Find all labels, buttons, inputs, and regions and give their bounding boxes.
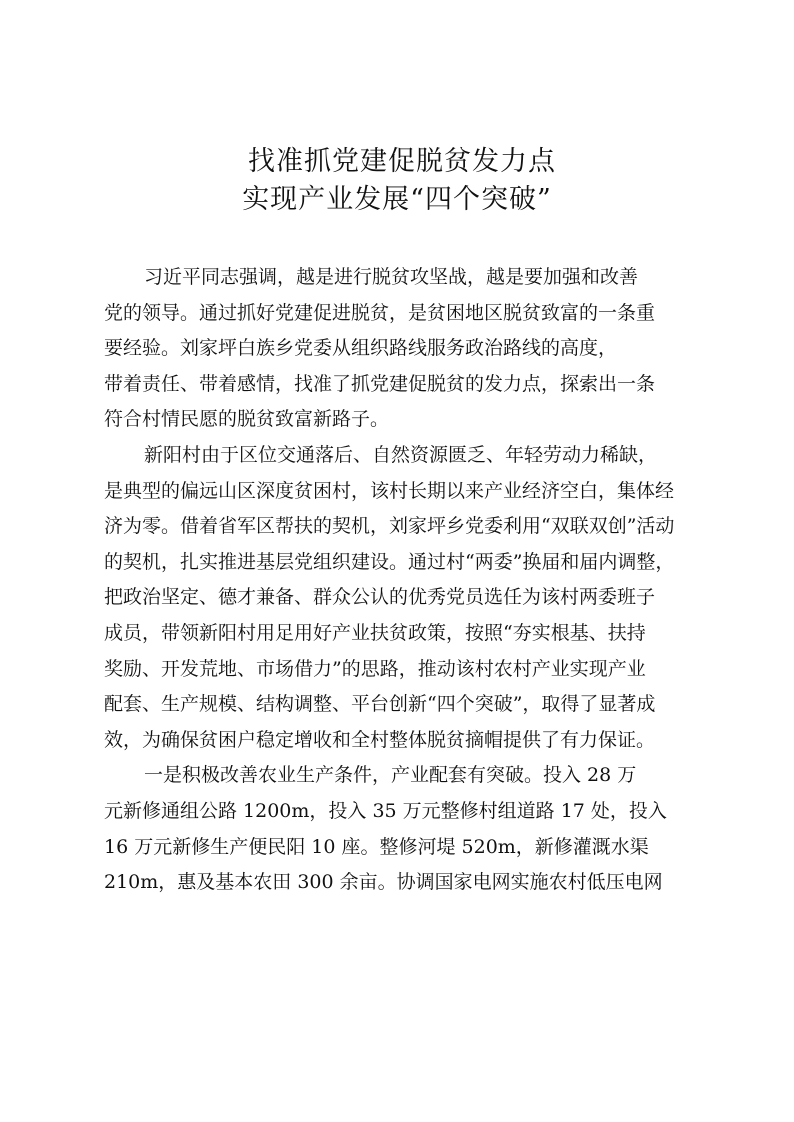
text-line: 习近平同志强调，越是进行脱贫攻坚战，越是要加强和改善	[144, 266, 639, 288]
text-line: 带着责任、带着感情，找准了抓党建促脱贫的发力点，探索出一条	[104, 372, 656, 395]
document-body	[104, 260, 714, 901]
text-line: 一是积极改善农业生产条件，产业配套有突破。投入 28 万	[144, 764, 637, 787]
text-line: 效，为确保贫困户稳定增收和全村整体脱贫摘帽提供了有力保证。	[104, 728, 656, 751]
text-line: 16 万元新修生产便民阳 10 座。整修河堤 520m，新修灌溉水渠	[104, 835, 649, 858]
text-line: 奖励、开发荒地、市场借力”的思路，推动该村农村产业实现产业	[104, 657, 646, 680]
title-line-2: 实现产业发展“四个突破”	[242, 184, 552, 215]
text-line: 配套、生产规模、结构调整、平台创新“四个突破”，取得了显著成	[104, 693, 656, 716]
document-title	[0, 143, 794, 219]
text-line: 新阳村由于区位交通落后、自然资源匮乏、年轻劳动力稀缺，	[144, 443, 658, 466]
text-line: 把政治坚定、德才兼备、群众公认的优秀党员选任为该村两委班子	[104, 586, 656, 609]
text-line: 210m，惠及基本农田 300 余亩。协调国家电网实施农村低压电网	[104, 871, 663, 894]
text-line: 济为零。借着省军区帮扶的契机，刘家坪乡党委利用“双联双创”活动	[104, 515, 675, 538]
text-line: 是典型的偏远山区深度贫困村，该村长期以来产业经济空白，集体经	[104, 479, 675, 502]
text-line: 成员，带领新阳村用足用好产业扶贫政策，按照“夯实根基、扶持	[104, 621, 646, 644]
title-line-1: 找准抓党建促脱贫发力点	[248, 146, 556, 177]
text-line: 党的领导。通过抓好党建促进脱贫，是贫困地区脱贫致富的一条重	[104, 301, 656, 324]
text-line: 元新修通组公路 1200m，投入 35 万元整修村组道路 17 处，投入	[104, 799, 667, 822]
text-line: 的契机，扎实推进基层党组织建设。通过村“两委”换届和届内调整，	[104, 550, 675, 573]
text-line: 要经验。刘家坪白族乡党委从组织路线服务政治路线的高度，	[104, 337, 618, 360]
text-line: 符合村情民愿的脱贫致富新路子。	[104, 408, 390, 431]
